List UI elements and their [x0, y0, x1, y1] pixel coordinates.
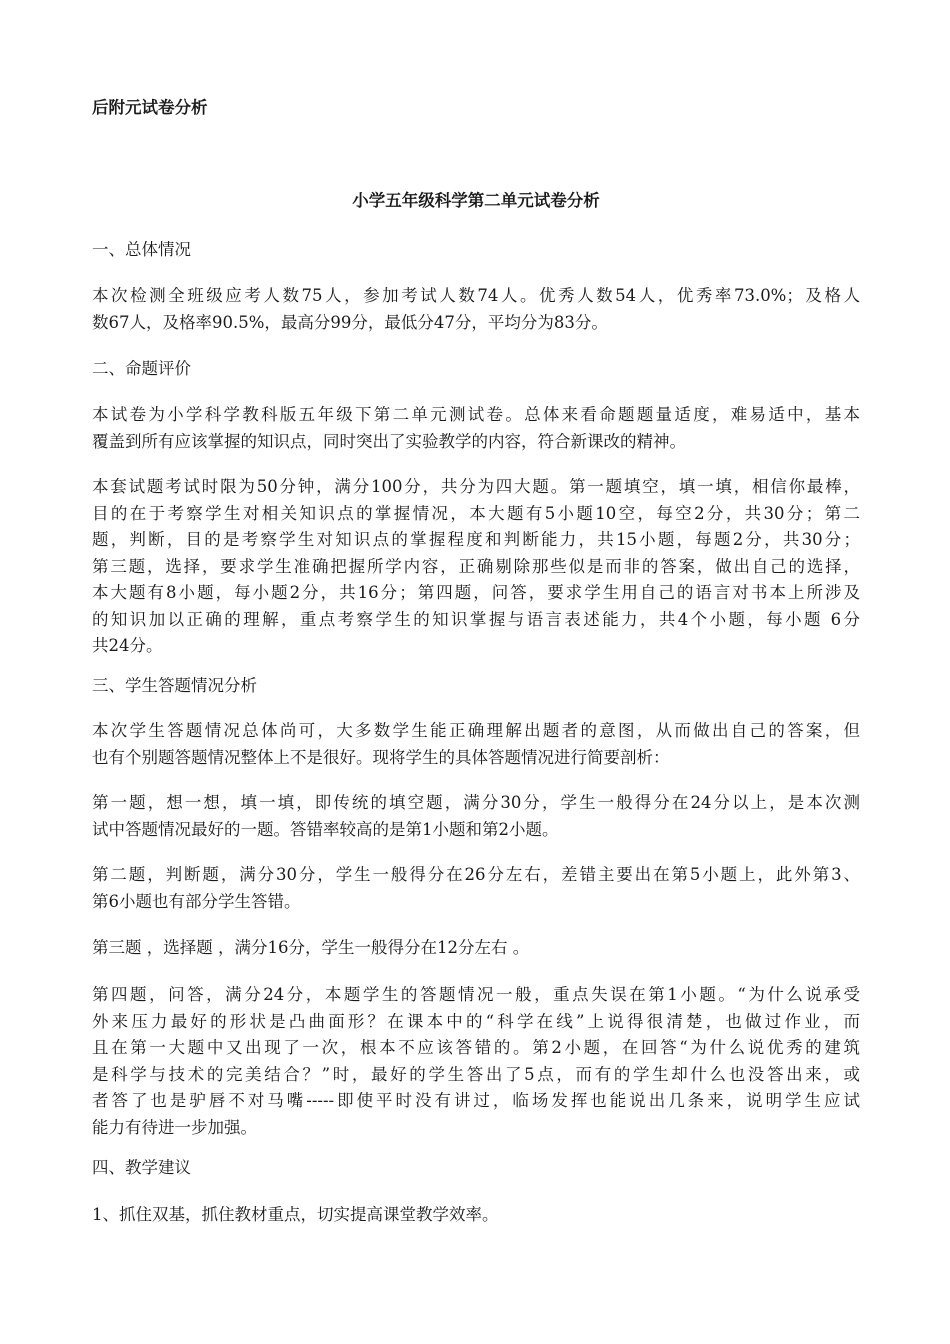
paragraph	[92, 1202, 860, 1229]
section-heading-4: 四、教学建议	[92, 1158, 191, 1177]
paragraph-line: 本试卷为小学科学教科版五年级下第二单元测试卷。总体来看命题题量适度，难易适中，基本	[92, 405, 860, 424]
paragraph	[92, 982, 860, 1141]
paragraph-line: 题，判断，目的是考察学生对知识点的掌握程度和判断能力，共15小题，每题2分，共30分；	[92, 530, 860, 549]
paragraph	[92, 283, 860, 336]
paragraph-line: 也有个别题答题情况整体上不是很好。现将学生的具体答题情况进行简要剖析：	[92, 747, 670, 767]
paragraph-line: 数67人，及格率90.5%，最高分99分，最低分47分，平均分为83分。	[92, 312, 608, 332]
paragraph-line: 第二题，判断题，满分30分，学生一般得分在26分左右，差错主要出在第5小题上，此外第3、	[92, 865, 860, 884]
paragraph-line: 试中答题情况最好的一题。答错率较高的是第1小题和第2小题。	[92, 819, 559, 839]
paragraph-line: 外来压力最好的形状是凸曲面形？在课本中的“科学在线”上说得很清楚，也做过作业，而	[92, 1011, 860, 1031]
paragraph-line: 的知识加以正确的理解，重点考察学生的知识掌握与语言表述能力，共4个小题，每小题 6分	[92, 609, 860, 629]
section-heading-3: 三、学生答题情况分析	[92, 676, 257, 695]
paragraph	[92, 402, 860, 455]
paragraph	[92, 935, 860, 962]
paragraph-line: 本次检测全班级应考人数75人，参加考试人数74人。优秀人数54人，优秀率73.0%；及格人	[92, 286, 860, 305]
paragraph-line: 本次学生答题情况总体尚可，大多数学生能正确理解出题者的意图，从而做出自己的答案，但	[92, 721, 860, 740]
paragraph-line: 1、抓住双基，抓住教材重点，切实提高课堂教学效率。	[92, 1205, 499, 1224]
header-text: 后附元试卷分析	[92, 98, 208, 117]
paragraph-line: 第三题，选择，要求学生准确把握所学内容，正确剔除那些似是而非的答案，做出自己的选择，	[92, 556, 860, 576]
paragraph-line: 共24分。	[92, 636, 163, 655]
paragraph	[92, 790, 860, 843]
paragraph-line: 是科学与技术的完美结合？”时，最好的学生答出了5点，而有的学生却什么也没答出来，或	[92, 1064, 860, 1084]
paragraph-line: 本套试题考试时限为50分钟，满分100分，共分为四大题。第一题填空，填一填，相信你最棒，	[92, 477, 860, 496]
paragraph-line: 覆盖到所有应该掌握的知识点，同时突出了实验教学的内容，符合新课改的精神。	[92, 431, 686, 451]
section-heading-2: 二、命题评价	[92, 359, 191, 378]
paragraph	[92, 862, 860, 915]
paragraph-line: 第四题，问答，满分24分，本题学生的答题情况一般，重点失误在第1小题。“为什么说承受	[92, 985, 860, 1004]
paragraph-line: 且在第一大题中又出现了一次，根本不应该答错的。第2小题，在回答“为什么说优秀的建筑	[92, 1038, 860, 1057]
paragraph-line: 第三题 ，选择题 ，满分16分，学生一般得分在12分左右 。	[92, 938, 530, 957]
paragraph-line: 本大题有8小题，每小题2分，共16分；第四题，问答，要求学生用自己的语言对书本上所涉及	[92, 583, 860, 602]
paragraph-line: 目的在于考察学生对相关知识点的掌握情况，本大题有5小题10空，每空2分，共30分；第二	[92, 503, 860, 523]
paragraph	[92, 718, 860, 771]
paragraph-line: 第6小题也有部分学生答错。	[92, 891, 301, 911]
page-title: 小学五年级科学第二单元试卷分析	[352, 191, 600, 210]
paragraph	[92, 474, 860, 660]
paragraph-line: 第一题，想一想，填一填，即传统的填空题，满分30分，学生一般得分在24分以上，是本次测	[92, 793, 860, 812]
paragraph-line: 能力有待进一步加强。	[92, 1117, 257, 1137]
paragraph-line: 者答了也是驴唇不对马嘴-----即使平时没有讲过，临场发挥也能说出几条来，说明学生应试	[92, 1091, 860, 1110]
section-heading-1: 一、总体情况	[92, 240, 191, 259]
